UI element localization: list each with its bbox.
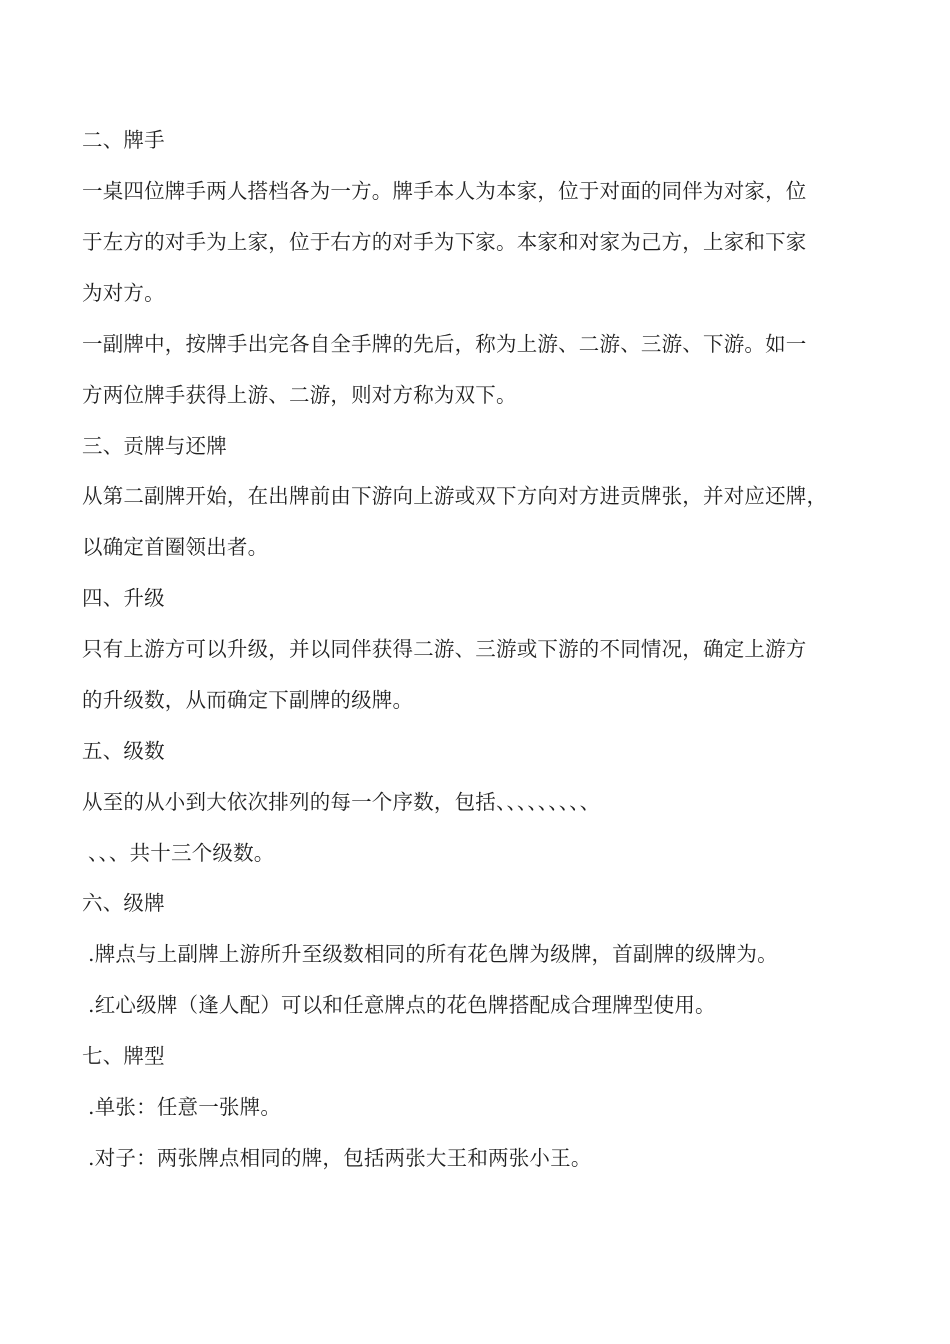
list-item: .单张：任意一张牌。 bbox=[88, 1095, 282, 1119]
list-item: .牌点与上副牌上游所升至级数相同的所有花色牌为级牌，首副牌的级牌为。 bbox=[88, 942, 778, 966]
section-heading-levels: 五、级数 bbox=[82, 739, 165, 763]
paragraph-line: 、、、共十三个级数。 bbox=[88, 841, 275, 865]
list-item: .红心级牌（逢人配）可以和任意牌点的花色牌搭配成合理牌型使用。 bbox=[88, 993, 716, 1017]
paragraph-line: 从至的从小到大依次排列的每一个序数，包括、、、、、、、、、 bbox=[82, 790, 601, 814]
paragraph-line: 只有上游方可以升级，并以同伴获得二游、三游或下游的不同情况，确定上游方 bbox=[82, 637, 807, 661]
paragraph-line: 为对方。 bbox=[82, 281, 165, 305]
section-heading-upgrade: 四、升级 bbox=[82, 586, 165, 610]
paragraph-line: 的升级数，从而确定下副牌的级牌。 bbox=[82, 688, 414, 712]
paragraph-line: 一桌四位牌手两人搭档各为一方。牌手本人为本家，位于对面的同伴为对家，位 bbox=[82, 179, 807, 203]
section-heading-players: 二、牌手 bbox=[82, 128, 165, 152]
list-item: .对子：两张牌点相同的牌，包括两张大王和两张小王。 bbox=[88, 1146, 592, 1170]
paragraph-line: 方两位牌手获得上游、二游，则对方称为双下。 bbox=[82, 383, 517, 407]
section-heading-card-types: 七、牌型 bbox=[82, 1044, 165, 1068]
paragraph-line: 从第二副牌开始，在出牌前由下游向上游或双下方向对方进贡牌张，并对应还牌， bbox=[82, 484, 828, 508]
paragraph-line: 于左方的对手为上家，位于右方的对手为下家。本家和对家为己方，上家和下家 bbox=[82, 230, 807, 254]
section-heading-level-cards: 六、级牌 bbox=[82, 891, 165, 915]
paragraph-line: 一副牌中，按牌手出完各自全手牌的先后，称为上游、二游、三游、下游。如一 bbox=[82, 332, 807, 356]
paragraph-line: 以确定首圈领出者。 bbox=[82, 535, 269, 559]
section-heading-tribute: 三、贡牌与还牌 bbox=[82, 434, 227, 458]
